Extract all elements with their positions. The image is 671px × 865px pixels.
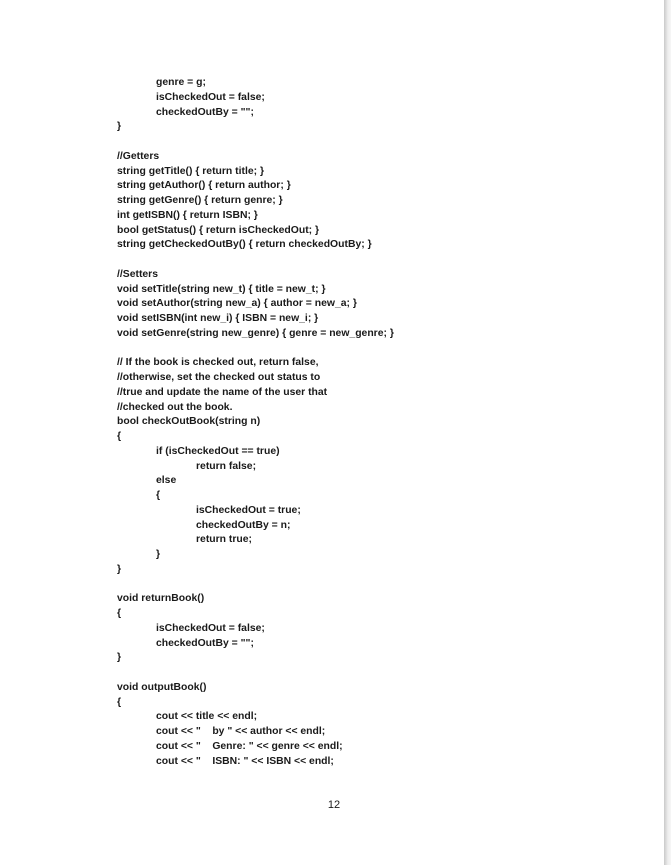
code-line: //true and update the name of the user that — [117, 386, 328, 398]
code-line: { — [117, 608, 122, 619]
code-line — [117, 253, 657, 268]
code-line: //checked out the book. — [117, 401, 233, 413]
code-line — [117, 666, 657, 681]
code-line: { — [156, 490, 161, 501]
page-edge-shadow — [664, 0, 671, 865]
code-line: //Getters — [117, 150, 160, 162]
code-line: } — [117, 652, 122, 664]
code-line: return false; — [196, 460, 257, 472]
code-line: cout << title << endl; — [156, 711, 258, 723]
code-line: } — [117, 121, 122, 133]
code-line: string getTitle() { return title; } — [117, 165, 265, 177]
code-line: checkedOutBy = ""; — [156, 106, 254, 118]
code-line — [117, 578, 657, 593]
code-line: { — [117, 431, 122, 442]
code-line: // If the book is checked out, return false, — [117, 357, 319, 369]
code-line: void returnBook() — [117, 593, 205, 605]
code-line: void outputBook() — [117, 681, 207, 693]
code-line: bool checkOutBook(string n) — [117, 416, 261, 428]
page-number: 12 — [327, 799, 341, 811]
code-line: void setTitle(string new_t) { title = new_t; } — [117, 283, 326, 295]
code-line: cout << " by " << author << endl; — [156, 726, 326, 737]
code-line: void setISBN(int new_i) { ISBN = new_i; } — [117, 313, 319, 324]
code-line: else — [156, 475, 177, 487]
code-line: cout << " Genre: " << genre << endl; — [156, 740, 343, 752]
code-line: genre = g; — [156, 77, 206, 88]
code-line: string getGenre() { return genre; } — [117, 195, 283, 206]
code-line: cout << " ISBN: " << ISBN << endl; — [156, 755, 334, 767]
code-line: bool getStatus() { return isCheckedOut; } — [117, 224, 320, 236]
code-line: string getCheckedOutBy() { return checkedOutBy; } — [117, 239, 372, 251]
code-block — [117, 76, 657, 769]
code-line — [117, 342, 657, 357]
code-line: checkedOutBy = ""; — [156, 637, 254, 649]
code-line: } — [156, 549, 161, 560]
code-line: isCheckedOut = true; — [196, 504, 301, 516]
code-line: void setAuthor(string new_a) { author = new_a; } — [117, 298, 357, 310]
code-line: string getAuthor() { return author; } — [117, 180, 291, 192]
code-line: isCheckedOut = false; — [156, 91, 265, 103]
code-line: checkedOutBy = n; — [196, 519, 291, 531]
code-line: return true; — [196, 534, 252, 546]
code-line: //otherwise, set the checked out status to — [117, 372, 321, 383]
code-line: if (isCheckedOut == true) — [156, 445, 280, 457]
code-line: //Setters — [117, 268, 159, 280]
code-line — [117, 135, 657, 150]
code-line: int getISBN() { return ISBN; } — [117, 209, 258, 221]
code-line: isCheckedOut = false; — [156, 622, 265, 634]
code-line: void setGenre(string new_genre) { genre = new_genre; } — [117, 327, 394, 339]
code-line: { — [117, 696, 122, 708]
code-line: } — [117, 563, 122, 575]
